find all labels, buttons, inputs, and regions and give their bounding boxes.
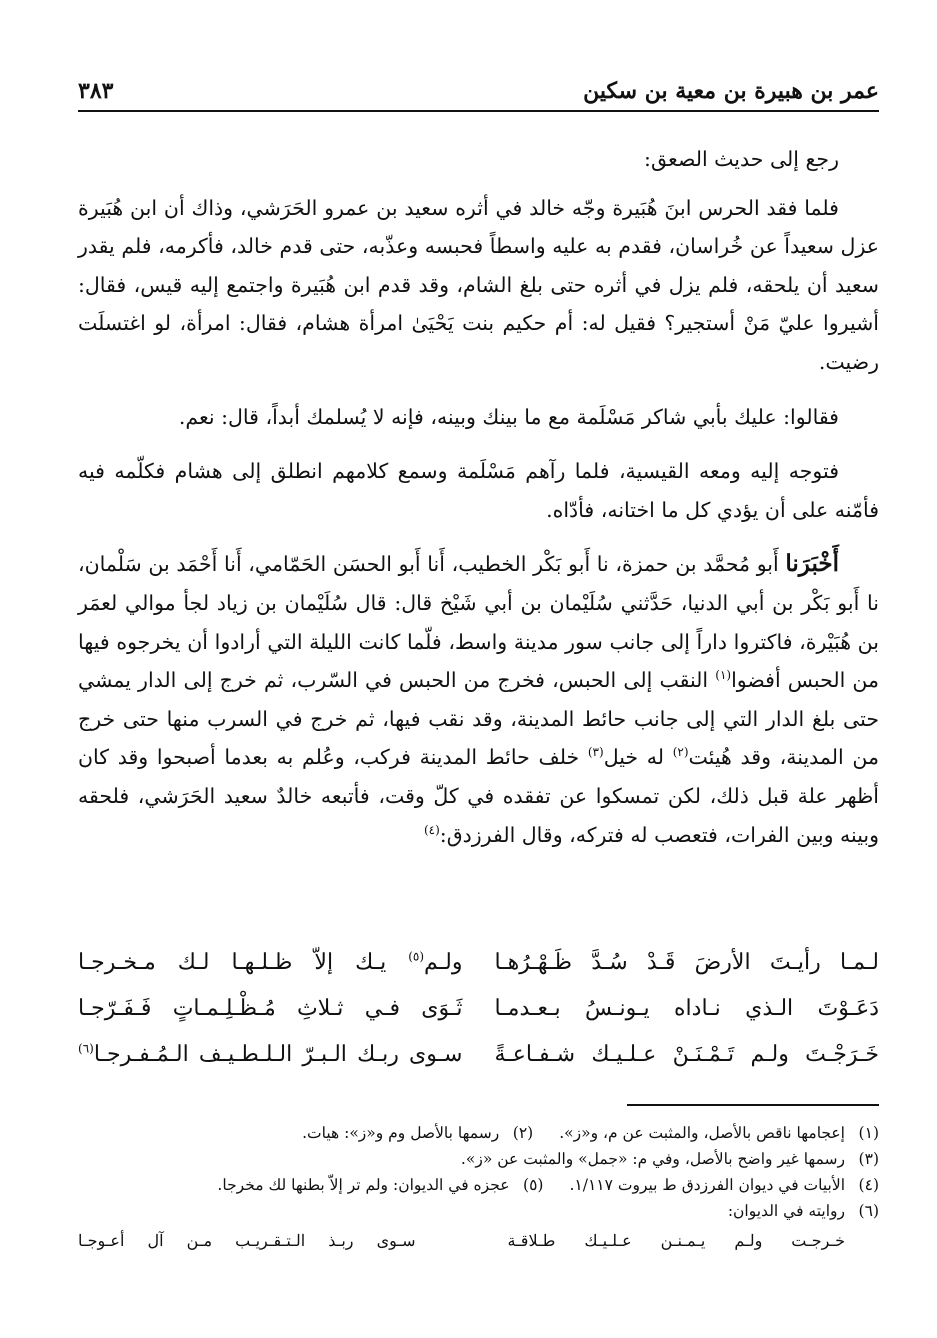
footnote-text: الأبيات في ديوان الفرزدق ط بيروت ١/١١٧. <box>569 1176 845 1194</box>
verse-left-hemistich <box>78 1032 462 1078</box>
hemistich-text: يـك إلاّ ظـلـهـا لـك مـخـرجـا <box>78 950 409 975</box>
verse-right-hemistich: لـمـا رأيـتَ الأرضَ قَـدْ سُـدَّ ظَـهْـرُهـا <box>494 950 879 975</box>
footnote-text: رسمها بالأصل وم و«ز»: هيات. <box>302 1124 500 1142</box>
paragraph-5-part-d: خلف حائط المدينة فركب، وعُلم به بعدما أصبحوا وقد كان أظهر علة قبل ذلك، لكن تمسكوا عن تفقده في كلّ وقت، فأتبعه خالدٌ سعيد الحَرَشي، فلحقه وبينه وبين الفرات، فتعصب له فتركه، وقال الفرزدق: <box>78 745 879 847</box>
hemistich-text: ولـم <box>424 950 463 975</box>
verse-right-hemistich: دَعَـوْتَ الـذي نـاداه يـونـسُ بـعـدمـا <box>494 996 879 1021</box>
verse-right-hemistich: خَـرَجْـتَ ولـم تَـمْـنَـنْ عـلـيـك شـفـاعـةً <box>494 1042 879 1067</box>
main-text <box>78 140 879 854</box>
footnote-text: إعجامها ناقص بالأصل، والمثبت عن م، و«ز». <box>559 1124 845 1142</box>
footnote-verse-left: سـوى ربـذ الـتـقـريـب مـن آل أعـوجـا <box>78 1231 416 1250</box>
footnote-row <box>78 1146 879 1172</box>
footnote-divider <box>627 1104 879 1106</box>
footnote-row <box>78 1198 879 1224</box>
page-number: ٣٨٣ <box>78 78 114 104</box>
paragraph-5-part-b: النقب إلى الحبس، فخرج من الحبس في السّرب، ثم خرج إلى الدار يمشي حتى بلغ الدار التي إلى جانب حائط المدينة، وقد نقب فيها، ثم خرج في السرب منها حتى خرج من المدينة، وقد هُيئت <box>78 668 879 770</box>
footnote-number: (٦) <box>858 1202 879 1220</box>
verse-line <box>78 1032 879 1078</box>
paragraph-1: رجع إلى حديث الصعق: <box>644 147 839 171</box>
footnote-number: (١) <box>858 1124 879 1142</box>
footnote-list <box>78 1120 879 1254</box>
footnote-ref-1: (١) <box>715 668 732 683</box>
verse-left-hemistich <box>78 940 462 986</box>
footnote-row <box>78 1120 879 1146</box>
paragraph-5 <box>78 545 879 854</box>
footnote-ref-6: (٦) <box>78 1041 94 1056</box>
verse-line <box>78 986 879 1032</box>
footnote-verse-right: خـرجـت ولـم يـمـنـن عـلـيـك طـلاقـة <box>507 1231 845 1250</box>
verse-line <box>78 940 879 986</box>
hemistich-text: سـوى ربـك الـبـرّ الـلـطـيـف الـمُـفـرجـا <box>93 1042 463 1067</box>
footnote-text: روايته في الديوان: <box>727 1202 845 1220</box>
footnote-ref-4: (٤) <box>423 822 440 837</box>
paragraph-3: فقالوا: عليك بأبي شاكر مَسْلَمة مع ما بينك وبينه، فإنه لا يُسلمك أبداً، قال: نعم. <box>178 404 839 429</box>
footnote-row <box>78 1172 879 1198</box>
poem-block <box>78 940 879 1078</box>
paragraph-4: فتوجه إليه ومعه القيسية، فلما رآهم مَسْلَمة وسمع كلامهم انطلق إلى هشام فكلّمه فيه فأمّنه على أن يؤدي كل ما اختانه، فأدّاه. <box>78 459 879 522</box>
footnote-ref-5: (٥) <box>408 949 425 964</box>
paragraph-2: فلما فقد الحرس ابنَ هُبَيرة وجّه خالد في أثره سعيد بن عمرو الحَرَشي، وذاك أن ابن هُبَيرة عزل سعيداً عن خُراسان، فقدم به عليه واسطاً فحبسه وعذّبه، حتى قدم خالد، فأكرمه، فلم يقدر سعيد أن يلحقه، فلم يزل في أثره حتى بلغ الشام، وقد قدم ابن هُبَيرة واجتمع إليه قيس، فقال: أشيروا عليّ مَنْ أستجير؟ فقيل له: أم حكيم بنت يَحْيَىٰ امرأة هشام، فقال: امرأة، لو اغتسلَت رضيت. <box>78 195 879 374</box>
akhbarana-lead-word: أَخْبَرَنا <box>785 550 839 578</box>
footnote-ref-2: (٢) <box>672 745 689 760</box>
footnote-text: عجزه في الديوان: ولم تر إلاّ بطنها لك مخرجا. <box>217 1176 510 1194</box>
footnote-ref-3: (٣) <box>587 745 604 760</box>
footnote-number: (٥) <box>523 1176 544 1194</box>
footnote-verse <box>78 1228 879 1254</box>
paragraph-5-part-a: أَبو مُحمَّد بن حمزة، نا أَبو بَكْر الخطيب، أَنا أَبو الحسَن الحَمّامي، أَنا أَحْمَد بن سَلْمان، نا أَبو بَكْر بن أبي الدنيا، حَدَّثني سُلَيْمان بن أبي شَيْخ قال: قال سُلَيْمان بن زياد لجأ موالي لعمَر بن هُبَيْرة، فاكتروا داراً إلى جانب سور مدينة واسط، فلّما كانت الليلة التي أرادوا أن يخرجوه فيها من الحبس أفضوا <box>78 552 879 693</box>
paragraph-5-part-c: له خيل <box>603 745 673 770</box>
footnote-number: (٣) <box>858 1150 879 1168</box>
footnote-number: (٤) <box>858 1176 879 1194</box>
footnote-text: رسمها غير واضح بالأصل، وفي م: «جمل» والمثبت عن «ز». <box>460 1150 845 1168</box>
verse-left-hemistich: ثَـوَى فـي ثـلاثِ مُـظْـلِـمـاتٍ فَـفَـرّجـا <box>78 996 463 1021</box>
running-title: عمر بن هبيرة بن معية بن سكين <box>583 78 879 104</box>
footnote-number: (٢) <box>512 1124 534 1142</box>
page-header <box>78 76 879 112</box>
